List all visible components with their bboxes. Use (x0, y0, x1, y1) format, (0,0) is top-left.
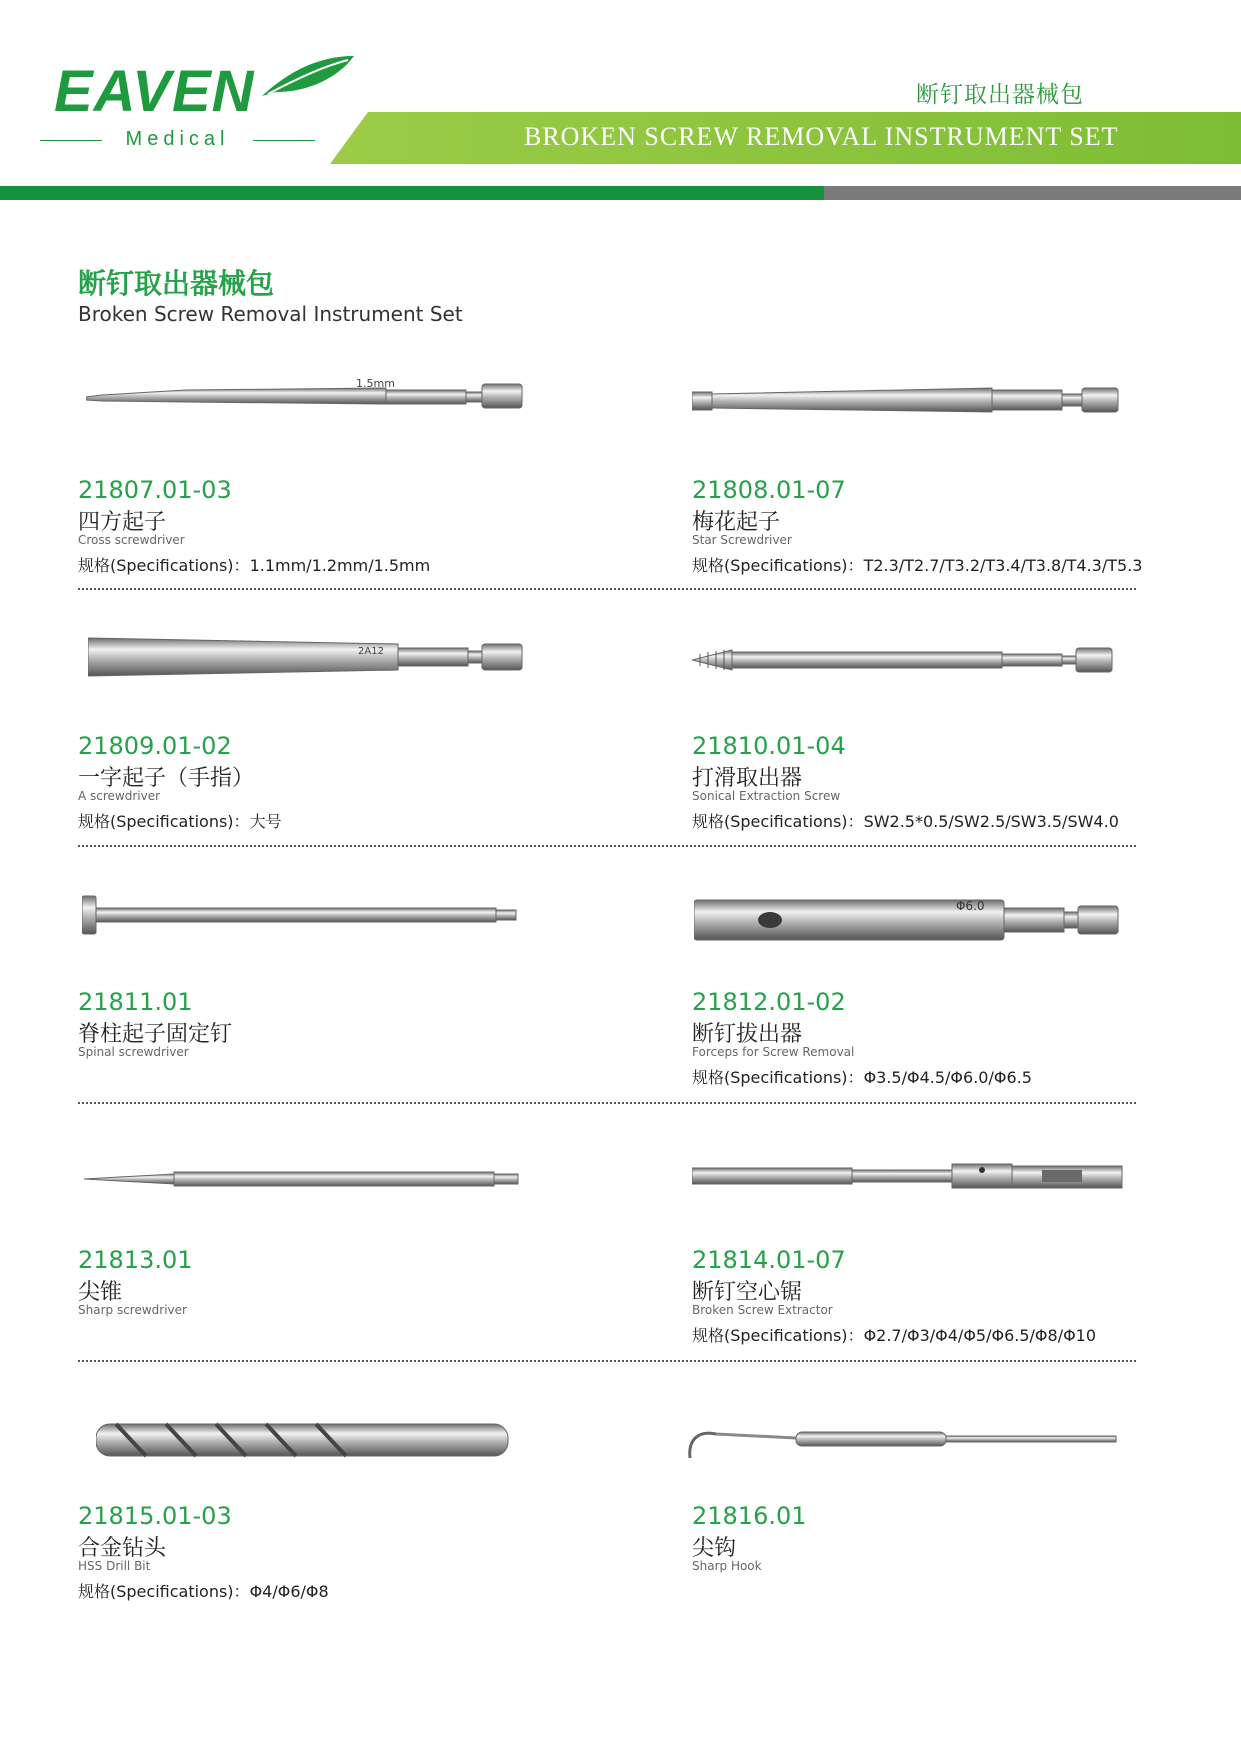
spec-label: 规格(Specifications)： (692, 1068, 864, 1087)
product-spec (692, 1323, 1096, 1346)
row-divider (78, 1102, 1136, 1104)
brand-sub: Medical (125, 128, 230, 150)
product-name-cn: 断钉空心锯 (692, 1280, 803, 1305)
drill-bit-image (96, 1418, 516, 1464)
sharp-awl-image (84, 1164, 524, 1194)
product-name-en: Sharp Hook (692, 1559, 762, 1573)
product-name-cn: 脊柱起子固定钉 (78, 1022, 233, 1047)
product-name-cn: 合金钻头 (78, 1536, 167, 1561)
product-code: 21811.01 (78, 988, 193, 1016)
product-code: 21816.01 (692, 1502, 807, 1530)
spec-label: 规格(Specifications)： (78, 1582, 250, 1601)
spec-value: Φ2.7/Φ3/Φ4/Φ5/Φ6.5/Φ8/Φ10 (863, 1326, 1097, 1345)
product-code: 21808.01-07 (692, 476, 846, 504)
spec-label: 规格(Specifications)： (692, 556, 864, 575)
product-code: 21814.01-07 (692, 1246, 846, 1274)
header-title-cn: 断钉取出器械包 (916, 82, 1084, 108)
product-spec (692, 553, 1142, 576)
product-name-cn: 断钉拔出器 (692, 1022, 803, 1047)
product-name-cn: 尖锥 (78, 1280, 123, 1305)
star-screwdriver-image (692, 380, 1132, 420)
spec-value: Φ4/Φ6/Φ8 (249, 1582, 329, 1601)
header-bar-gray (824, 186, 1241, 200)
product-item (692, 732, 1172, 832)
product-item (692, 1246, 1172, 1346)
product-code: 21815.01-03 (78, 1502, 232, 1530)
product-spec (78, 1579, 329, 1602)
product-code: 21807.01-03 (78, 476, 232, 504)
product-item (78, 1246, 558, 1346)
spec-value: 1.1mm/1.2mm/1.5mm (249, 556, 431, 575)
product-item (78, 476, 558, 576)
spec-value: T2.3/T2.7/T3.2/T3.4/T3.8/T4.3/T5.3 (863, 556, 1143, 575)
flat-screwdriver-image (88, 634, 528, 680)
product-item (692, 988, 1172, 1088)
product-code: 21809.01-02 (78, 732, 232, 760)
row-divider (78, 588, 1136, 590)
spec-value: Φ3.5/Φ4.5/Φ6.0/Φ6.5 (863, 1068, 1032, 1087)
product-name-en: Cross screwdriver (78, 533, 185, 547)
brand-logo (40, 52, 340, 162)
row-divider (78, 1360, 1136, 1362)
product-name-en: Forceps for Screw Removal (692, 1045, 855, 1059)
product-name-cn: 打滑取出器 (692, 766, 803, 791)
product-name-en: Sharp screwdriver (78, 1303, 187, 1317)
product-name-en: A screwdriver (78, 789, 161, 803)
spec-label: 规格(Specifications)： (692, 1326, 864, 1345)
logo-rule-right (253, 140, 315, 141)
product-item (78, 732, 558, 832)
product-code: 21813.01 (78, 1246, 193, 1274)
extraction-screw-image (692, 640, 1132, 680)
product-spec (692, 809, 1119, 832)
product-item (78, 1502, 558, 1602)
spec-label: 规格(Specifications)： (692, 812, 864, 831)
hollow-saw-image (692, 1158, 1132, 1198)
section-title-cn: 断钉取出器械包 (78, 267, 275, 300)
cross-screwdriver-image (86, 370, 526, 420)
header-bar-green (0, 186, 824, 200)
spec-label: 规格(Specifications)： (78, 812, 250, 831)
product-name-cn: 四方起子 (78, 510, 167, 535)
product-item (692, 476, 1172, 576)
spinal-screwdriver-image (82, 892, 522, 942)
product-name-cn: 一字起子（手指） (78, 766, 255, 791)
spec-value: 大号 (249, 812, 282, 831)
product-name-en: HSS Drill Bit (78, 1559, 151, 1573)
product-name-en: Spinal screwdriver (78, 1045, 189, 1059)
product-item (78, 988, 558, 1088)
product-spec (692, 1065, 1032, 1088)
product-name-en: Star Screwdriver (692, 533, 792, 547)
svg-text:1.5mm: 1.5mm (356, 377, 395, 390)
spec-label: 规格(Specifications)： (78, 556, 250, 575)
product-name-cn: 梅花起子 (692, 510, 781, 535)
product-item (692, 1502, 1172, 1602)
sharp-hook-image (686, 1424, 1126, 1464)
product-name-en: Broken Screw Extractor (692, 1303, 833, 1317)
product-spec (78, 553, 430, 576)
spec-value: SW2.5*0.5/SW2.5/SW3.5/SW4.0 (863, 812, 1119, 831)
product-code: 21810.01-04 (692, 732, 846, 760)
screw-forceps-image (694, 896, 1134, 948)
product-name-en: Sonical Extraction Screw (692, 789, 841, 803)
row-divider (78, 845, 1136, 847)
product-spec (78, 809, 282, 832)
header-title-en: BROKEN SCREW REMOVAL INSTRUMENT SET (524, 122, 1119, 151)
svg-text:2A12: 2A12 (358, 646, 384, 657)
brand-name: EAVEN (54, 59, 255, 124)
product-name-cn: 尖钩 (692, 1536, 737, 1561)
leaf-icon (258, 52, 358, 100)
svg-text:Φ6.0: Φ6.0 (956, 899, 985, 913)
product-code: 21812.01-02 (692, 988, 846, 1016)
section-title-en: Broken Screw Removal Instrument Set (78, 302, 463, 326)
